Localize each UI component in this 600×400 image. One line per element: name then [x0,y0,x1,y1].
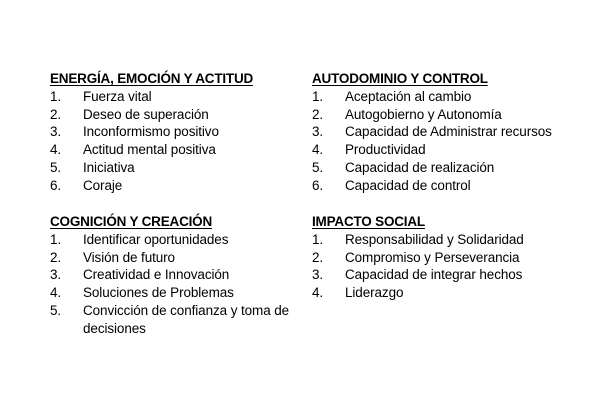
item-text: Coraje [83,177,123,193]
list-item [312,106,600,124]
item-list [50,231,305,337]
item-number: 3. [312,267,324,283]
item-number: 1. [312,89,324,104]
item-number: 6. [312,177,324,193]
item-list [312,231,600,302]
section-cognicion-creacion [50,213,305,337]
list-item [312,88,600,106]
item-list [312,88,600,194]
item-list [50,88,340,194]
item-number: 6. [50,177,62,193]
section-title: IMPACTO SOCIAL [312,214,425,229]
item-text: Visión de futuro [83,249,175,265]
item-number: 1. [50,89,62,104]
item-text: Capacidad de realización [345,159,495,175]
section-impacto-social [312,213,600,302]
item-number: 2. [50,106,62,122]
item-text: Fuerza vital [83,89,152,104]
list-item [312,141,600,159]
list-item [312,249,600,267]
item-number: 2. [50,249,62,265]
item-text: Convicción de confianza y toma de decisiones [83,302,290,336]
item-number: 3. [50,267,62,283]
item-text: Responsabilidad y Solidaridad [345,232,524,247]
list-item [312,231,600,249]
list-item [50,106,340,124]
item-text: Capacidad de control [345,177,471,193]
list-item [312,177,600,195]
item-text: Inconformismo positivo [83,124,219,140]
item-number: 2. [312,106,324,122]
item-number: 4. [50,142,62,158]
item-number: 1. [312,232,324,247]
item-text: Productividad [345,142,426,158]
item-text: Creatividad e Innovación [83,267,230,283]
list-item [50,123,340,141]
item-text: Identificar oportunidades [83,232,229,247]
item-number: 5. [50,302,62,318]
item-number: 3. [50,124,62,140]
item-number: 5. [50,159,62,175]
section-energia-emocion-actitud [50,70,340,194]
list-item [312,123,600,141]
item-text: Iniciativa [83,159,135,175]
list-item [50,284,305,302]
item-number: 3. [312,124,324,140]
item-text: Liderazgo [345,285,404,301]
list-item [50,159,340,177]
item-number: 4. [50,285,62,301]
item-text: Capacidad de integrar hechos [345,267,523,283]
item-text: Capacidad de Administrar recursos [345,124,552,140]
list-item [312,266,600,284]
section-title: ENERGÍA, EMOCIÓN Y ACTITUD [50,71,254,86]
list-item [50,88,340,106]
list-item [50,302,305,337]
section-autodominio-control [312,70,600,194]
item-number: 1. [50,232,62,247]
section-title: AUTODOMINIO Y CONTROL [312,71,488,86]
item-text: Deseo de superación [83,106,209,122]
list-item [50,231,305,249]
item-text: Aceptación al cambio [345,89,472,104]
item-number: 4. [312,142,324,158]
list-item [50,266,305,284]
list-item [50,141,340,159]
item-number: 5. [312,159,324,175]
item-text: Autogobierno y Autonomía [345,106,502,122]
list-item [50,249,305,267]
item-number: 4. [312,285,324,301]
list-item [50,177,340,195]
item-number: 2. [312,249,324,265]
list-item [312,159,600,177]
section-title: COGNICIÓN Y CREACIÓN [50,214,213,229]
list-item [312,284,600,302]
item-text: Actitud mental positiva [83,142,216,158]
item-text: Compromiso y Perseverancia [345,249,520,265]
item-text: Soluciones de Problemas [83,285,234,301]
